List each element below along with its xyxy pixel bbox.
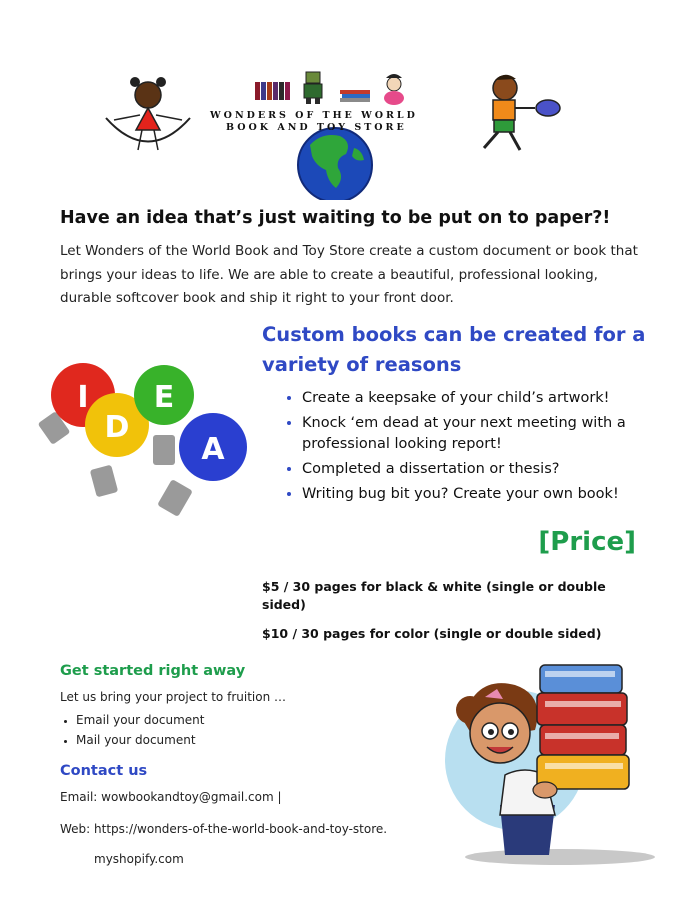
reason-item: • Writing bug bit you? Create your own book! — [302, 484, 677, 505]
send-option-item: • Email your document — [76, 710, 204, 730]
contact-web: Web: https://wonders-of-the-world-book-and-toy-store. — [60, 822, 388, 836]
contact-heading: Contact us — [60, 763, 148, 779]
idea-lightbulbs-art — [35, 355, 260, 535]
header-logo-art — [100, 70, 570, 200]
price-title: [Price] — [538, 527, 636, 557]
price-color: $10 / 30 pages for color (single or double sided) — [262, 626, 602, 641]
girl-carrying-books-art — [445, 655, 660, 870]
globe-icon — [298, 128, 372, 200]
reason-item: • Completed a dissertation or thesis? — [302, 459, 677, 480]
headline: Have an idea that’s just waiting to be put on to paper?! — [60, 208, 611, 228]
intro-paragraph: Let Wonders of the World Book and Toy Store create a custom document or book that brings your ideas to life. We are able to create a beautiful, professional looking, durable softcover book and ship it right to your front door. — [60, 243, 638, 306]
boy-running-icon — [484, 75, 560, 150]
contact-web-continued: myshopify.com — [94, 852, 184, 866]
hand — [533, 782, 557, 798]
book-stack-icon — [340, 90, 370, 102]
reasons-list — [280, 388, 677, 509]
bulb-letter-e: E — [153, 380, 175, 415]
girl-jumping-rope-icon — [106, 77, 190, 150]
bulb-letter-i: I — [77, 380, 89, 415]
bulb-letter-a: A — [201, 432, 225, 467]
store-name-line2: BOOK AND TOY STORE — [226, 122, 407, 133]
book-stack-icon — [537, 665, 629, 789]
doll-icon — [384, 74, 404, 105]
price-black-white: $5 / 30 pages for black & white (single or double sided) — [262, 579, 606, 612]
books-icon — [255, 82, 290, 100]
send-option-item: • Mail your document — [76, 730, 204, 750]
custom-books-heading: Custom books can be created for a variety of reasons — [262, 323, 646, 376]
store-name-line1: WONDERS OF THE WORLD — [210, 110, 418, 121]
get-started-lead: Let us bring your project to fruition … — [60, 690, 286, 704]
contact-email: Email: wowbookandtoy@gmail.com | — [60, 790, 282, 804]
reason-item: • Create a keepsake of your child’s artwork! — [302, 388, 677, 409]
bulb-letter-d: D — [104, 410, 130, 445]
robot-toy-icon — [304, 72, 322, 104]
get-started-heading: Get started right away — [60, 663, 246, 679]
reason-item: • Knock ‘em dead at your next meeting with a professional looking report! — [302, 413, 677, 455]
send-options-list — [60, 710, 204, 750]
ground-shadow — [465, 849, 655, 865]
